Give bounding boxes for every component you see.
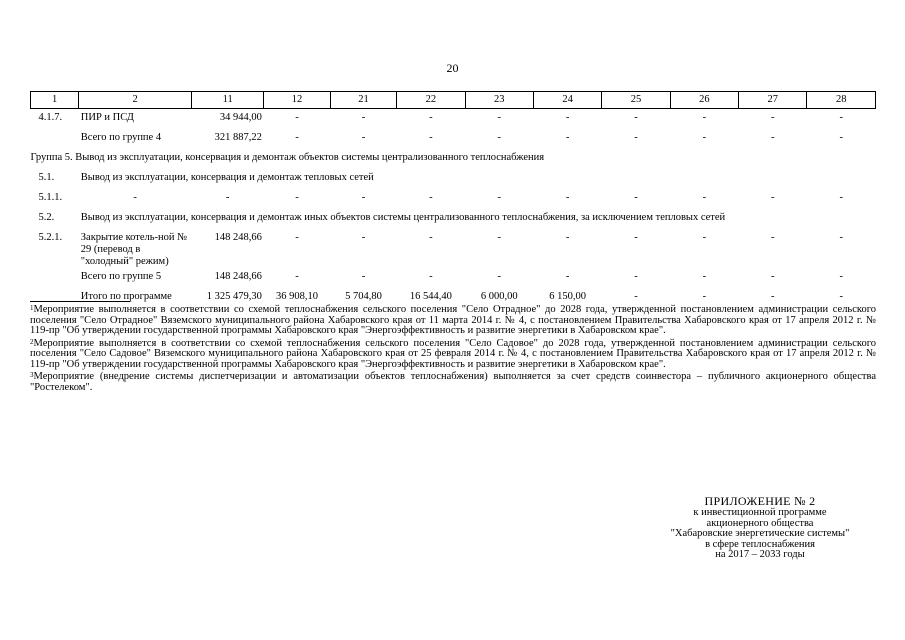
column-header: 24 xyxy=(533,92,601,109)
table-cell: - xyxy=(497,132,501,143)
table-cell: - xyxy=(361,132,366,143)
table-row xyxy=(31,129,876,149)
table-cell: - xyxy=(565,232,570,243)
table-cell: - xyxy=(295,271,299,282)
footnote-mark: 2 xyxy=(30,337,34,346)
table-cell: - xyxy=(225,192,230,203)
table-cell: - xyxy=(361,271,366,282)
footnote-mark: 3 xyxy=(30,371,34,379)
table-cell: 6 000,00 xyxy=(480,291,518,302)
table-cell: - xyxy=(702,232,707,243)
table-cell: - xyxy=(565,271,570,282)
table-cell: - xyxy=(429,232,433,243)
table-cell: - xyxy=(295,112,299,123)
footnote-text: Мероприятие выполняется в соответствии со схемой теплоснабжения сельского поселения "Село Садовое" до 2028 года, утвержденной постановлением администрации сельского поселения "Село Садовое" Вяземского муниципального района Хабаровского края от 25 февраля 2014 г. № 4, с постановлением Правительства Хабаровского края от 17 апреля 2012 г. № 119-пр "Об утверждении государственной программы Хабаровского края "Энергоэффективность и развитие энергетики в Хабаровском крае". xyxy=(30,337,876,370)
table-cell: 34 944,00 xyxy=(219,112,262,123)
table-cell: - xyxy=(361,232,366,243)
table-cell: - xyxy=(565,192,570,203)
table-cell: - xyxy=(702,192,707,203)
row-name: Всего по группе 5 xyxy=(80,271,162,282)
table-cell: - xyxy=(839,192,843,203)
section-title: Вывод из эксплуатации, консервация и демонтаж тепловых сетей xyxy=(80,172,374,183)
row-name: ПИР и ПСД xyxy=(80,112,134,123)
appendix-line: на 2017 – 2033 годы xyxy=(715,549,805,560)
column-header: 12 xyxy=(264,92,330,109)
footnote xyxy=(30,305,876,337)
table-cell: 1 325 479,30 xyxy=(206,291,262,302)
table-cell: - xyxy=(771,192,775,203)
appendix-line: в сфере теплоснабжения xyxy=(705,538,815,550)
column-header: 28 xyxy=(807,92,876,109)
table-cell: - xyxy=(839,112,843,123)
table-cell: - xyxy=(361,112,366,123)
table-row xyxy=(31,189,876,209)
appendix-title: ПРИЛОЖЕНИЕ № 2 xyxy=(704,494,816,508)
table-header-row xyxy=(31,92,876,109)
table-cell: - xyxy=(839,132,843,143)
table-cell: - xyxy=(634,112,638,123)
footnote xyxy=(30,372,876,393)
footnote-mark: 1 xyxy=(30,304,34,312)
row-number: 5.2. xyxy=(38,212,55,223)
row-number xyxy=(31,268,79,288)
table-cell: - xyxy=(497,112,501,123)
footnote-text: Мероприятие выполняется в соответствии со схемой теплоснабжения сельского поселения "Село Отрадное" до 2028 года, утвержденной постановлением администрации сельского поселения "Село Отрадное" Вяземского муниципального района Хабаровского края от 11 марта 2014 г. № 4, с постановлением Правительства Хабаровского края от 17 апреля 2012 г. № 119-пр "Об утверждении государственной программы Хабаровского края "Энергоэффективность и развитие энергетики в Хабаровском крае". xyxy=(30,304,876,336)
section-row xyxy=(31,209,876,229)
table-cell: - xyxy=(771,291,775,302)
row-name: Закрытие котель-ной № 29 (перевод в "холодный" режим) xyxy=(80,232,188,267)
column-header: 21 xyxy=(330,92,396,109)
appendix-line: "Хабаровские энергетические системы" xyxy=(670,528,850,539)
table-cell: 148 248,66 xyxy=(214,271,262,282)
table-cell: - xyxy=(771,232,775,243)
table-cell: 148 248,66 xyxy=(214,232,262,243)
footnote-text: Мероприятие (внедрение системы диспетчеризации и автоматизации объектов теплоснабжения) выполняется за счет средств соинвестора – публичного акционерного общества "Ростелеком". xyxy=(30,371,876,393)
table-body xyxy=(31,109,876,309)
footnote-separator xyxy=(30,301,130,302)
table-cell: - xyxy=(295,192,299,203)
table-row xyxy=(31,268,876,288)
row-number xyxy=(31,129,79,149)
row-name: Итого по программе xyxy=(80,291,172,302)
table-cell: - xyxy=(634,291,638,302)
table-cell: - xyxy=(429,112,433,123)
row-number: 5.1.1. xyxy=(38,192,63,203)
appendix-line: к инвестиционной программе xyxy=(693,507,827,518)
table-cell: - xyxy=(839,232,843,243)
column-header: 1 xyxy=(31,92,79,109)
table-cell: - xyxy=(295,132,299,143)
row-number: 4.1.7. xyxy=(38,112,63,123)
table-cell: 36 908,10 xyxy=(276,291,319,302)
table-cell: 6 150,00 xyxy=(549,291,586,302)
column-header: 2 xyxy=(79,92,192,109)
table-cell: - xyxy=(771,271,775,282)
table-cell: - xyxy=(702,132,707,143)
table-cell: - xyxy=(634,192,638,203)
table-cell: - xyxy=(429,271,433,282)
column-header: 22 xyxy=(397,92,465,109)
investment-table xyxy=(30,91,876,308)
table-cell: - xyxy=(429,192,433,203)
group-title: Группа 5. Вывод из эксплуатации, консервация и демонтаж объектов системы централизованного теплоснабжения xyxy=(30,152,545,163)
table-row xyxy=(31,109,876,130)
table-cell: - xyxy=(565,132,570,143)
appendix-block xyxy=(620,494,900,561)
row-number: 5.2.1. xyxy=(38,232,63,243)
group-row xyxy=(31,149,876,169)
table-row xyxy=(31,229,876,268)
table-cell: 321 887,22 xyxy=(214,132,262,143)
table-cell: - xyxy=(634,271,638,282)
table-cell: - xyxy=(771,112,775,123)
column-header: 11 xyxy=(191,92,263,109)
table-cell: - xyxy=(634,132,638,143)
table-cell: - xyxy=(702,271,707,282)
table-cell: - xyxy=(702,112,707,123)
table-cell: - xyxy=(361,192,366,203)
table-cell: - xyxy=(839,271,843,282)
table-cell: 5 704,80 xyxy=(345,291,382,302)
table-cell: - xyxy=(497,192,501,203)
column-header: 25 xyxy=(602,92,670,109)
column-header: 23 xyxy=(465,92,533,109)
footnote xyxy=(30,339,876,371)
table-cell: - xyxy=(839,291,843,302)
table-cell: - xyxy=(771,132,775,143)
column-header: 27 xyxy=(739,92,807,109)
column-header: 26 xyxy=(670,92,738,109)
row-name: Всего по группе 4 xyxy=(80,132,162,143)
footnotes xyxy=(30,305,876,395)
table-cell: - xyxy=(497,271,501,282)
page-number: 20 xyxy=(446,61,459,75)
table-cell: - xyxy=(702,291,707,302)
table-cell: - xyxy=(429,132,433,143)
row-number: 5.1. xyxy=(38,172,55,183)
table-cell: - xyxy=(295,232,299,243)
appendix-line: акционерного общества xyxy=(706,517,814,529)
table-cell: - xyxy=(497,232,501,243)
row-name: - xyxy=(133,192,137,203)
section-title: Вывод из эксплуатации, консервация и демонтаж иных объектов системы централизованного теплоснабжения, за исключением тепловых сетей xyxy=(80,212,726,223)
table-cell: - xyxy=(565,112,570,123)
table-cell: 16 544,40 xyxy=(409,291,452,302)
section-row xyxy=(31,169,876,189)
table-cell: - xyxy=(634,232,638,243)
